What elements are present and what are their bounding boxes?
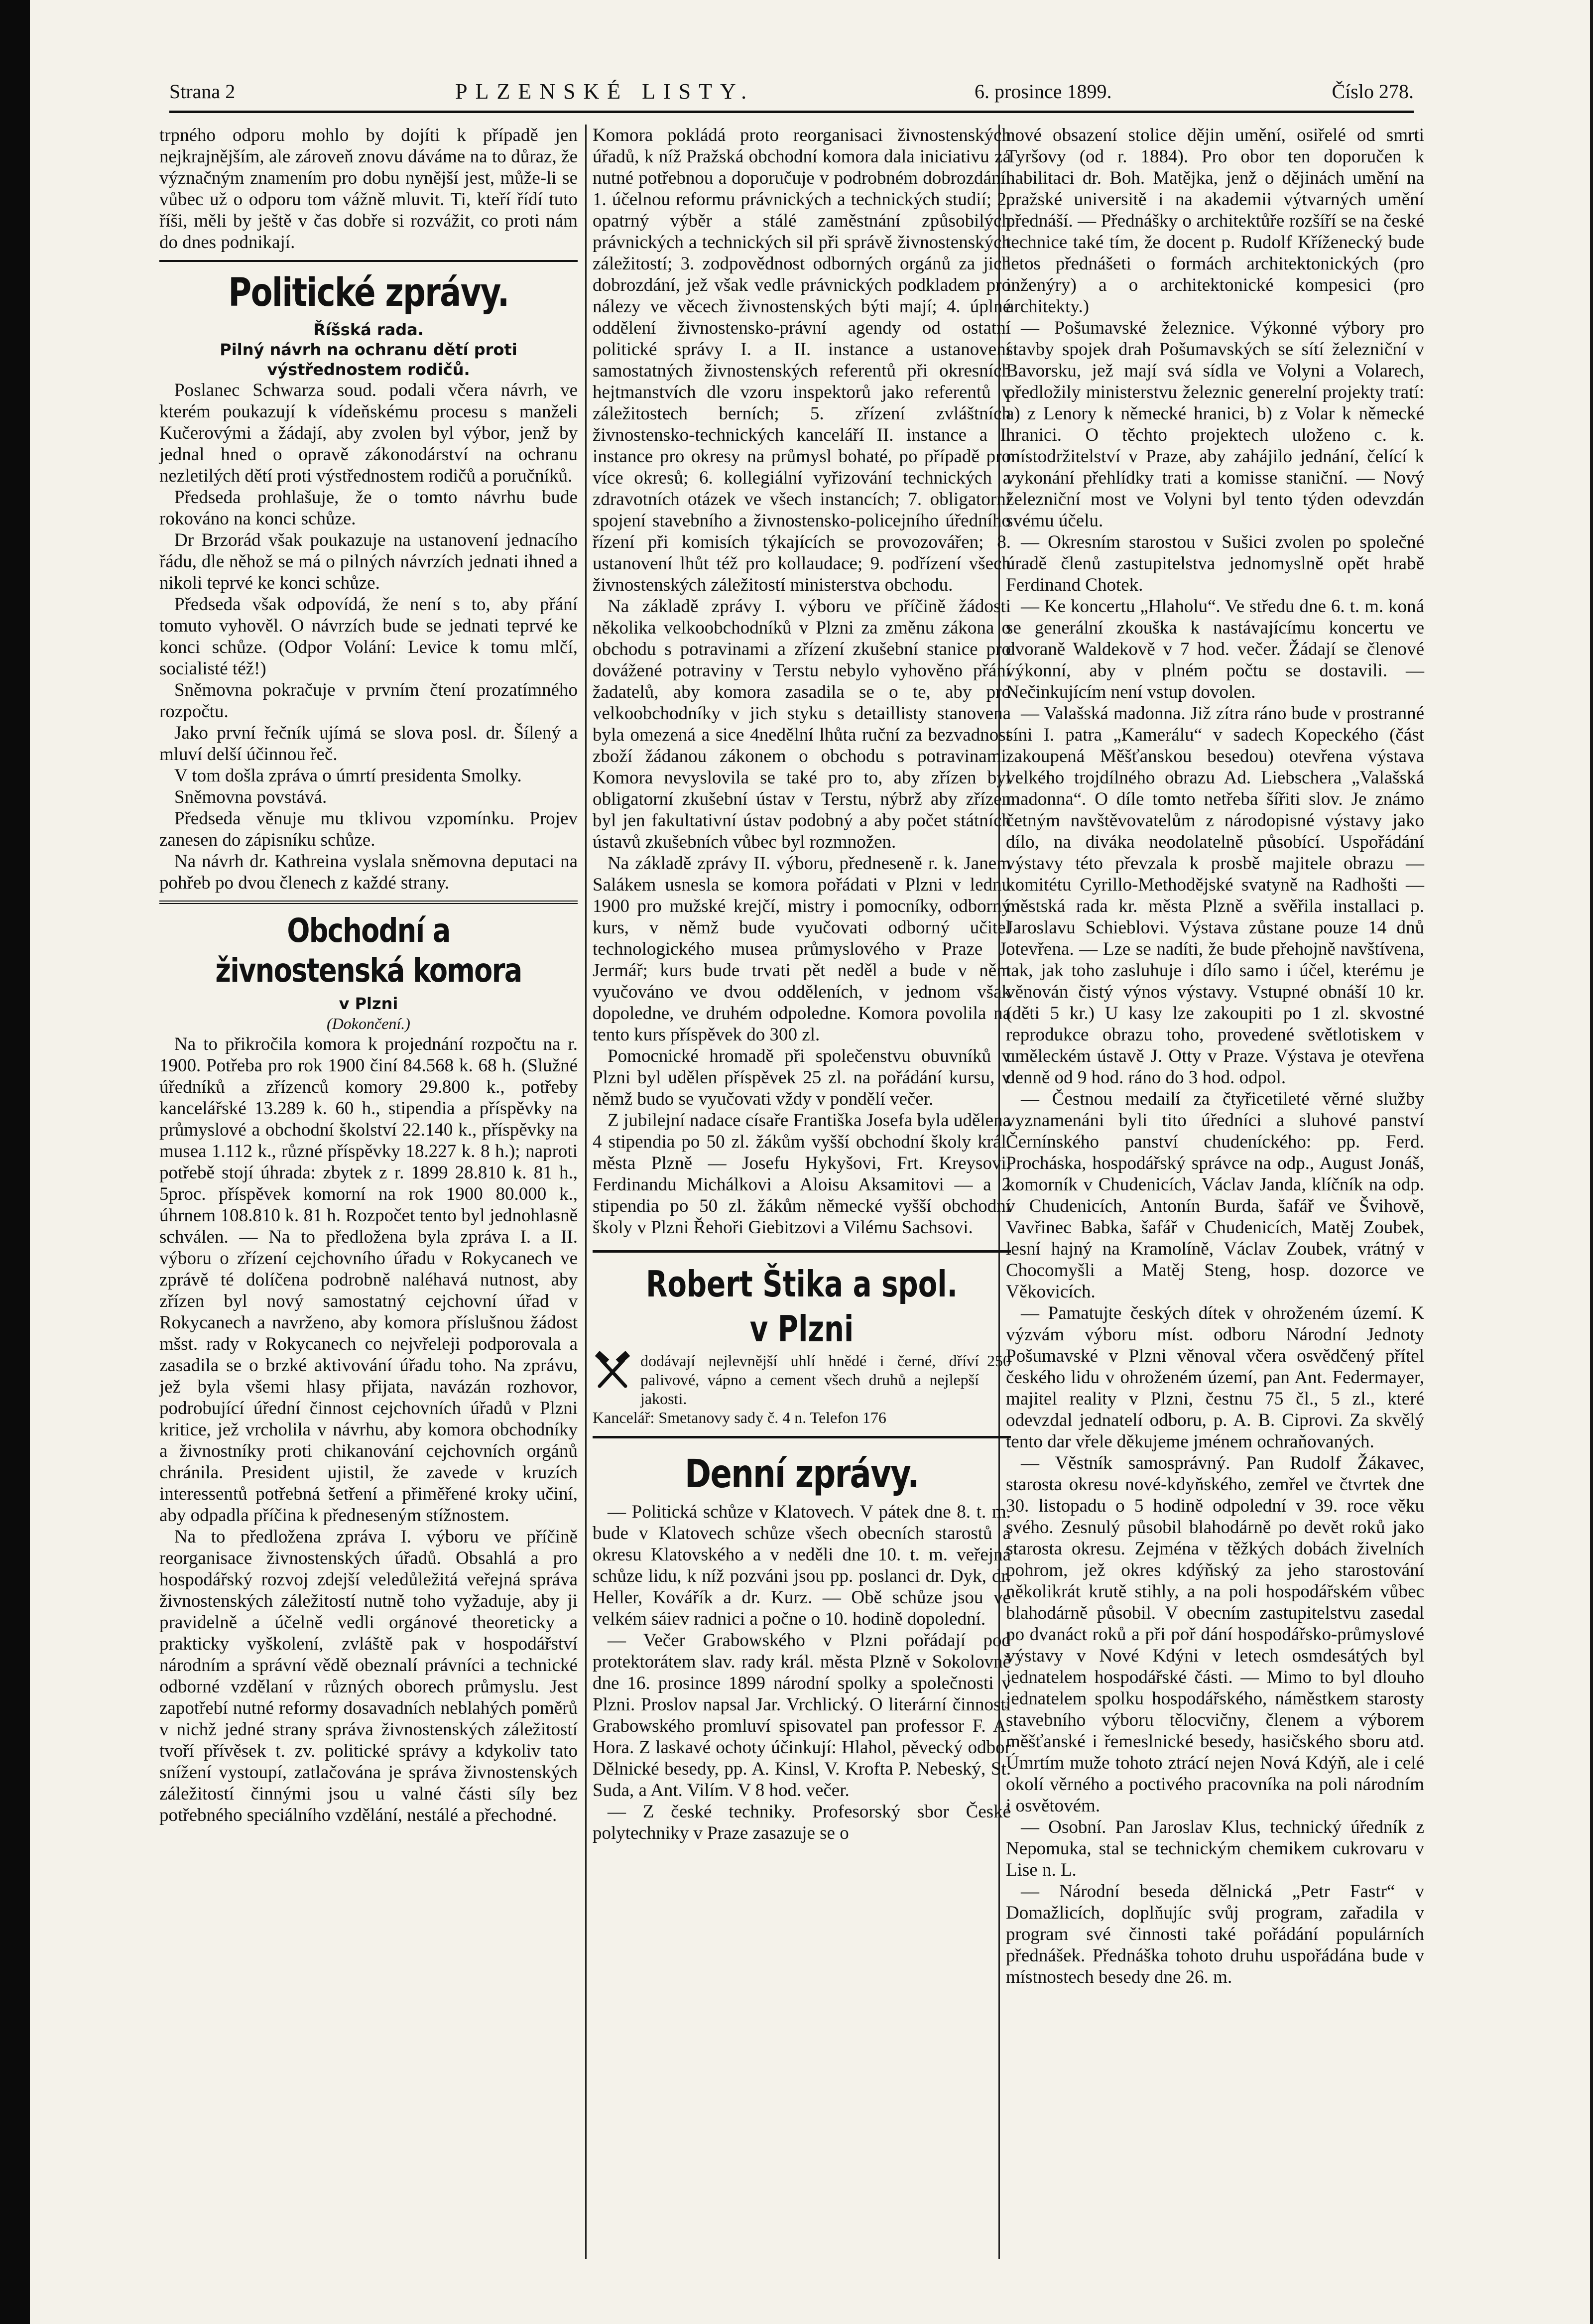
paragraph: Sněmovna pokračuje v prvním čtení prozatímného rozpočtu. bbox=[159, 680, 578, 722]
chamber-continued-note: (Dokončení.) bbox=[327, 1015, 410, 1033]
paragraph: — Pošumavské železnice. Výkonné výbory pro stavby spojek drah Pošumavských se sítí železniční v Bavorsku, jež mají svá sídla ve Volyni a Volarech, předložily ministerstvu železnic generelní projekty tratí: a) z Lenory k německé hranici, b) z Volar k německé hranici. O těchto projektech uloženo c. k. místodržitelství v Praze, aby zahájilo jednání, čelící k vykonání přehlídky trati a komisse staniční. — Nový železniční most ve Volyni byl tento týden odevzdán svému účelu. bbox=[1006, 318, 1424, 531]
ad-text: dodávají nejlevnější uhlí hnědé i černé, dříví palivové, vápno a cement všech druhů a nejlepší jakosti. bbox=[640, 1352, 979, 1408]
advertisement bbox=[593, 1250, 1011, 1438]
paragraph: Na to předložena zpráva I. výboru ve příčině reorganisace živnostenských úřadů. Obsahlá a pro hospodářský rozvoj zdejší veledůležitá veřejná správa živnostenských záležitostí nutně toho vyžaduje, aby ji pravidelně a účelně vedli orgánové theoreticky a prakticky vyškolení, zvláště pak v hospodářství národním a správní vědě obeznalí právníci a technické odborné vzdělaní v různých oborech průmyslu. Jest zapotřebí nutné reformy dosavadních neblahých poměrů v nichž jedné strany správa živnostenských záležitostí tvoří přívěsek t. zv. politické správy a kdykoliv tato snížení vystoupí, zatlačována je správa živnostenských záležitostí činnými jsou u valné části síly bez potřebného speciálního vzdělání, nestálé a přechodné. bbox=[159, 1527, 578, 1825]
paragraph: Dr Brzorád však poukazuje na ustanovení jednacího řádu, dle něhož se má o pilných návrzích jednati ihned a nikoli teprvé ke konci schůze. bbox=[159, 530, 578, 593]
politics-heading: Politické zprávy. bbox=[228, 270, 509, 315]
column-1 bbox=[159, 125, 578, 1826]
issue-number: Číslo 278. bbox=[1332, 80, 1414, 103]
news-heading: Denní zprávy. bbox=[685, 1452, 919, 1497]
politics-article bbox=[159, 380, 578, 894]
header-rule bbox=[169, 111, 1414, 113]
scan-edge-left bbox=[0, 0, 30, 2324]
paragraph: Na základě zprávy II. výboru, předneseně r. k. Janem Salákem usnesla se komora pořádati v Plzni v lednu 1900 pro mužské krejčí, mistry i pomocníky, odborný kurs, v němž bude vyučovati odborný učitel technologického musea průmyslového v Praze J. Jermář; kurs bude trvati pět neděl a bude v něm vyučováno ve dvou odděleních, v jednom však dopoledne, ve druhém odpoledne. Komora povolila na tento kurs příspěvek do 300 zl. bbox=[593, 853, 1011, 1045]
chamber-heading: Obchodní a živnostenská komora bbox=[215, 911, 522, 990]
column-2 bbox=[593, 125, 1011, 1844]
paragraph: — Pamatujte českých dítek v ohroženém území. K výzvám výboru míst. odboru Národní Jednoty Pošumavské v Plzni věnoval včera osvědčený přítel českého lidu v ohroženém území, pan Ant. Federmayer, majitel reality v Plzni, čestnu 75 čl., 5 zl., které odevzdal jednatelí odboru, p. A. B. Ciprovi. Za skvělý tento dar vřele děkujeme jménem ochraňovaných. bbox=[1006, 1303, 1424, 1452]
paragraph: — Čestnou medailí za čtyřicetileté věrné služby vyznamenáni byli tito úředníci a sluhové panství Černínského panství chudeníckého: pp. Ferd. Procháska, hospodářský správce na odp., August Jonáš, komorník v Chudenicích, Václav Janda, klíčník na odp. v Chudenicích, Antonín Burda, šafář ve Švihově, Vavřinec Babka, šafář v Chudenicích, Matěj Zoubek, lesní hajný na Kramolíně, Václav Zoubek, vrátný v Chocomyšli a Matěj Steng, hosp. dozorce ve Věkovicích. bbox=[1006, 1089, 1424, 1302]
section-rule bbox=[159, 260, 578, 262]
politics-article-title: Pilný návrh na ochranu dětí proti výstřednostem rodičů. bbox=[220, 340, 517, 379]
paragraph: Předseda prohlašuje, že o tomto návrhu bude rokováno na konci schůze. bbox=[159, 487, 578, 529]
paragraph: Předseda však odpovídá, že není s to, aby přání tomuto vyhověl. O návrzích bude se jednati teprvé ke konci schůze. (Odpor Volání: Levice k tomu mlčí, socialisté též!) bbox=[159, 594, 578, 679]
newspaper-title: PLZENSKÉ LISTY. bbox=[455, 79, 755, 104]
article-continuation: trpného odporu mohlo by dojíti k případě jen nejkrajnějším, ale zároveň znovu dáváme na to důraz, že význačným znamením pro dobu nynější jest, může-li se vůbec už o odporu tom vážně mluvit. Ti, kteří řídí tuto říši, měli by ještě v čas dobře si rozvážit, co proti nám do dnes podnikají. bbox=[159, 125, 578, 253]
paragraph: Komora pokládá proto reorganisaci živnostenských úřadů, k níž Pražská obchodní komora dala iniciativu za nutné potřebnou a doporučuje v podrobném dobrozdání: 1. účelnou reformu právnických a technických studií; 2. opatrný výběr a stálé zaměstnání způsobilých právnických a technických sil při správě živnostenských záležitostí; 3. zodpovědnost odborných orgánů za jich dobrozdání, jež však vedle právnických podkladem pro nálezy ve věcech živnostenských býti mají; 4. úplné oddělení živnostensko-právní agendy od ostatní politické správy I. a II. instance a ustanovení samostatných živnostenských referentů při okresních hejtmanstvích dle vzoru inspektorů jako referentů v záležitostech berních; 5. zřízení zvláštních živnostensko-technických kanceláří II. instance a I. instance pro okresy na průmysl bohaté, po případě pro více okresů; 6. kollegiální vyřizování technických a zdravotních otázek ve všech instancích; 7. obligatorní spojení stavebního a živnostensko-policejního úředního řízení při komisích týkajících se provozovářen; 8. ustanovení lhůt též pro kollaudace; 9. podřízení všech živnostenských záležitostí ministerstva obchodu. bbox=[593, 125, 1011, 595]
paragraph: — Národní beseda dělnická „Petr Fastr“ v Domažlicích, doplňujíc svůj program, zařadila v program své činnosti také pořádání populárních přednášek. Přednáška tohoto druhu uspořádána bude v místnostech besedy dne 26. m. bbox=[1006, 1881, 1424, 1987]
paragraph: Poslanec Schwarza soud. podali včera návrh, ve kterém poukazují k vídeňskému procesu s manželi Kučerovými a žádají, aby zvolen byl výbor, jenž by jednal hned o opravě zákonodárství na ochranu nezletilých dětí proti výstřednostem rodičů a poručníků. bbox=[159, 380, 578, 486]
paragraph: — Okresním starostou v Sušici zvolen po společné úradě členů zastupitelstva jednomyslně opět hrabě Ferdinand Chotek. bbox=[1006, 532, 1424, 595]
paragraph: Na návrh dr. Kathreina vyslala sněmovna deputaci na pohřeb po dvou členech z každé strany. bbox=[159, 851, 578, 893]
chamber-subheading: v Plzni bbox=[339, 994, 398, 1013]
paragraph: — Politická schůze v Klatovech. V pátek dne 8. t. m. bude v Klatovech schůze všech obecních starostů a okresu Klatovského a v neděli dne 10. t. m. veřejná schůze lidu, k níž pozváni jsou pp. poslanci dr. Dyk, dr. Heller, Kovářík a dr. Kurz. — Obě schůze jsou ve velkém sáiev radnici a počne o 10. hodině dopolední. bbox=[593, 1502, 1011, 1629]
page-number: Strana 2 bbox=[169, 80, 236, 103]
column-3 bbox=[1006, 125, 1424, 1988]
paragraph: — Valašská madonna. Již zítra ráno bude v prostranné síni I. patra „Kamerálu“ v sadech Kopeckého (část zakoupená Měšťanskou besedou) otevřena výstava velkého trojdílného obrazu Ad. Liebschera „Valašská madonna“. O díle tomto netřeba šířiti slov. Je známo četným navštěvovatelům z národopisné výstavy jako dílo, na diváka neodolatelně působící. Uspořádání výstavy této převzala k prosbě majitele obrazu — komitétu Cyrillo-Methodějské svatyně na Radhošti — městská rada kr. města Plzně a svěřila installaci p. Jaroslavu Schieblovi. Výstava zůstane pouze 14 dnů otevřena. — Lze se nadíti, že bude přehojně navštívena, tak, jak toho zasluhuje i dílo samo i účel, kterému je věnován čistý výnos výstavy. Vstupné obnáší 10 kr. (děti 5 kr.) U kasy lze zakoupiti po 1 zl. skvostné reprodukce obrazu toho, provedené světlotiskem v uměleckém ústavě J. Otty v Praze. Výstava je otevřena denně od 9 hod. ráno do 3 hod. odpol. bbox=[1006, 703, 1424, 1088]
paragraph: Na základě zprávy I. výboru ve příčině žádosti několika velkoobchodníků v Plzni za změnu zákona o obchodu s potravinami a zřízení zkušební stanice pro dovážené potraviny v Terstu nebylo vyhověno přání žadatelů, aby komora zasadila se o te, aby pro velkoobchodníky v jich styku s detaillisty stanovena byla omezená a sice 4nedělní lhůta ruční za bezvadnost zboží žádanou zákonem o obchodu s potravinami. Komora nevyslovila se také pro to, aby zřízen byl obligatorní zkušební ústav v Terstu, nýbrž aby zřízen byl jen fakultativní ústav podobný a aby počet státních ústavů zkušebních vůbec byl rozmnožen. bbox=[593, 596, 1011, 852]
paragraph: Z jubilejní nadace císaře Františka Josefa byla udělena 4 stipendia po 50 zl. žákům vyšší obchodní školy král. města Plzně — Josefu Hykyšovi, Frt. Kreysovi, Ferdinandu Michálkovi a Aloisu Aksamitovi — a 2 stipendia po 50 zl. žákům německé vyšší obchodní školy v Plzni Řehoři Giebitzovi a Vilému Sachsovi. bbox=[593, 1110, 1011, 1238]
page-header bbox=[169, 74, 1414, 109]
ad-title: Robert Štika a spol. v Plzni bbox=[646, 1263, 958, 1350]
politics-subheading: Říšská rada. bbox=[313, 320, 424, 339]
crossed-hammers-icon bbox=[593, 1351, 632, 1391]
scan-edge-right bbox=[1590, 0, 1593, 2324]
paragraph: Jako první řečník ujímá se slova posl. dr. Šílený a mluví delší účinnou řeč. bbox=[159, 723, 578, 765]
paragraph: Sněmovna povstává. bbox=[174, 787, 327, 807]
paragraph: Pomocnické hromadě při společenstvu obuvníků v Plzni byl udělen příspěvek 25 zl. na pořádání kursu, v němž budo se vyučovati vždy v pondělí večer. bbox=[593, 1046, 1011, 1109]
paragraph: — Večer Grabowského v Plzni pořádají pod protektorátem slav. rady král. města Plzně v Sokolovně dne 16. prosince 1899 národní spolky a společnosti v Plzni. Proslov napsal Jar. Vrchlický. O literární činnosti Grabowského promluví spisovatel pan professor F. A. Hora. Z laskavé ochoty účinkují: Hlahol, pěvecký odbor Dělnické besedy, pp. A. Kinsl, V. Krofta P. Nebeský, St. Suda, a Ant. Vilím. V 8 hod. večer. bbox=[593, 1630, 1011, 1801]
paragraph: — Ke koncertu „Hlaholu“. Ve středu dne 6. t. m. koná se generální zkouška k nastávajícímu koncertu ve dvoraně Waldekově v 7 hod. večer. Žádají se členové výkonní, aby v plném počtu se dostavili. — Nečinkujícím není vstup dovolen. bbox=[1006, 596, 1424, 702]
ad-body bbox=[593, 1351, 1011, 1408]
ad-footer: Kancelář: Smetanovy sady č. 4 n. Telefon 176 bbox=[593, 1409, 886, 1426]
section-rule bbox=[159, 901, 578, 904]
column-divider bbox=[585, 125, 587, 2259]
paragraph: V tom došla zpráva o úmrtí presidenta Smolky. bbox=[174, 766, 522, 786]
paragraph: — Z české techniky. Profesorský sbor České polytechniky v Praze zasazuje se o bbox=[593, 1802, 1011, 1843]
issue-date: 6. prosince 1899. bbox=[975, 80, 1112, 103]
paragraph: — Osobní. Pan Jaroslav Klus, technický úředník z Nepomuka, stal se technickým chemikem cukrovaru v Lise n. L. bbox=[1006, 1817, 1424, 1880]
paragraph: Předseda věnuje mu tklivou vzpomínku. Projev zanesen do zápisníku schůze. bbox=[159, 808, 578, 850]
paragraph: Na to přikročila komora k projednání rozpočtu na r. 1900. Potřeba pro rok 1900 činí 84.568 k. 68 h. (Služné úředníků a zřízenců komory 29.800 k., potřeby kancelářské 13.289 k. 60 h., stipendia a příspěvky na průmyslové a obchodní školství 22.140 k., příspěvky na musea 1.112 k., různé příspěvky 18.227 k. 8 h.); naproti potřebě stojí úhrada: zbytek z r. 1899 28.810 k. 81 h., 5proc. příspěvek komorní na rok 1900 80.000 k., úhrnem 108.810 k. 81 h. Rozpočet tento byl jednohlasně schválen. — Na to předložena byla zpráva I. a II. výboru o zřízení cejchovního úřadu v Rokycanech ve zprávě té dolíčena podrobně naléhavá nutnost, aby zřízen byl nový samostatný cejchovní úřad v Rokycanech a navrženo, aby komora příslušnou žádost mšst. rady v Rokycanech co nejvřeleji podporovala a zasadila se o brzké aktivování úřadu toho. Na zprávu, jež byla všemi hlasy přijata, navázán rozhovor, podrobující úřední činnost cejchovních úřadů v Plzni kritice, jež vrcholila v návrhu, aby komora obchodníky a živnostníky proti chikanování cejchovních orgánů chránila. President ujistil, že zavede v kruzích interessentů potřebná šetření a přiměřené kroky učiní, aby odpadla příčina k předneseným stížnostem. bbox=[159, 1034, 578, 1526]
paragraph: — Věstník samosprávný. Pan Rudolf Žákavec, starosta okresu nové-kdyňského, zemřel ve čtvrtek dne 30. listopadu o 5 hodině odpolední v 39. roce věku svého. Zesnulý působil blahodárně po devět roků jako starosta okresu. Zejména v těžkých dobách živelních pohrom, jež okres kdýňský za jeho starostování několikrát krutě stihly, a na poli hospodářském vůbec blahodárně působil. V obecním zastupitelstvu zasedal po dvanáct roků a při poř dání hospodářsko-průmyslové výstavy v Nové Kdýni v letech osmdesátých byl jednatelem hospodářské části. — Mimo to byl dlouho jednatelem spolku hospodářského, náměstkem starosty stavebního výboru tělocvičny, členem a výborem měšťanské i řemeslnické besedy, hasičského sboru atd. Úmrtím muže tohoto ztrácí nejen Nová Kdýň, ale i celé okolí věrného a poctivého pracovníka na poli národním i osvětovém. bbox=[1006, 1453, 1424, 1816]
ad-number: 250 bbox=[987, 1352, 1011, 1370]
paragraph: nové obsazení stolice dějin umění, osiřelé od smrti Tyršovy (od r. 1884). Pro obor ten doporučen k habilitaci dr. Boh. Matějka, jenž o dějinách umění na pražské universitě i na akademii výtvarných umění přednáší. — Přednášky o architektůře rozšíří se na české technice také tím, že docent p. Rudolf Kříženecký bude letos přednášeti o formách architektonických (pro inženýry) a o architektonické kompesici (pro architekty.) bbox=[1006, 125, 1424, 317]
